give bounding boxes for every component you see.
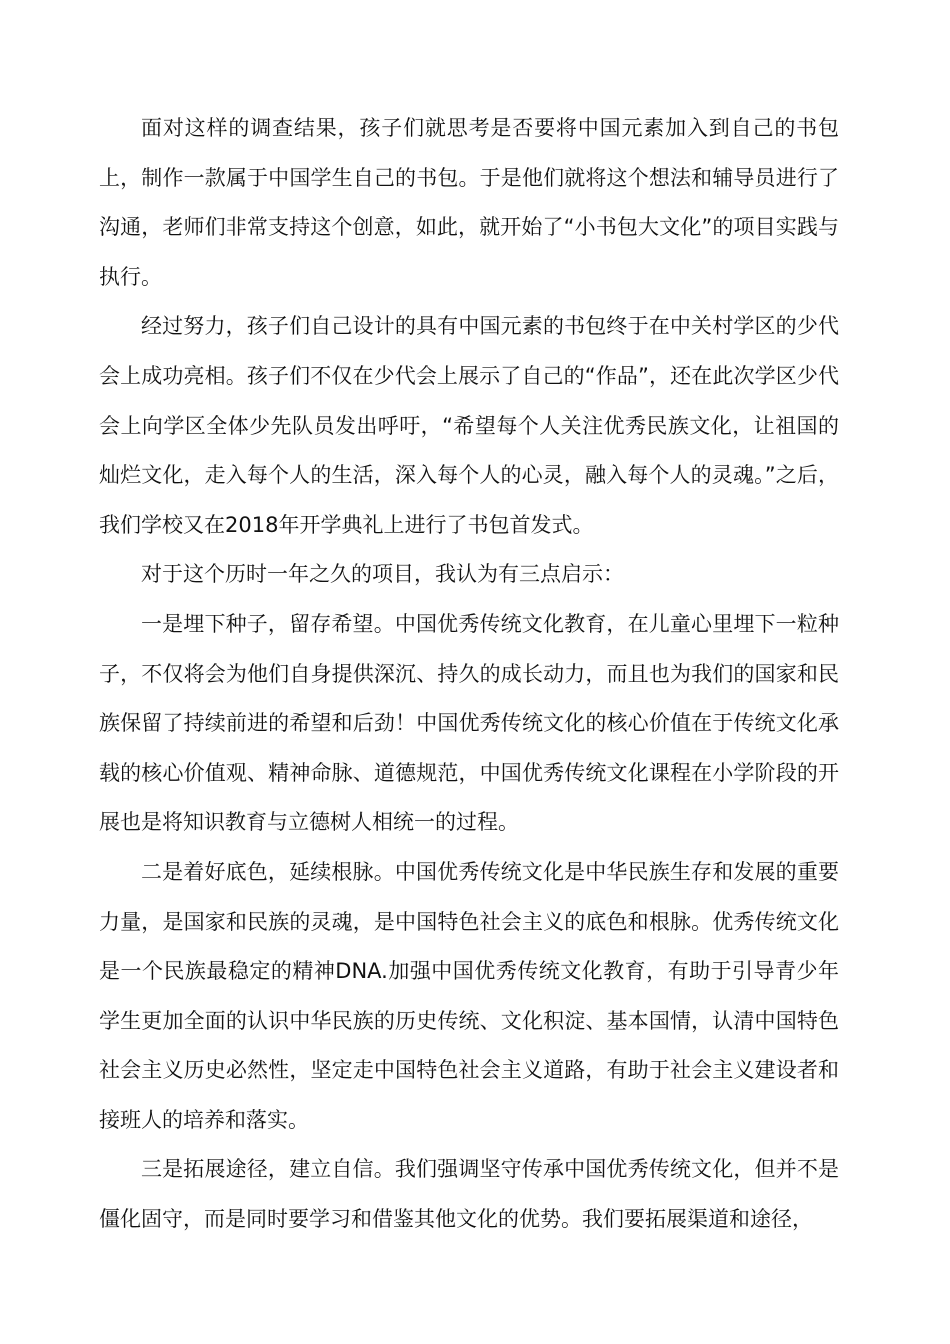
paragraph-backpack-debut: 经过努力，孩子们自己设计的具有中国元素的书包终于在中关村学区的少代会上成功亮相。孩子们不仅在少代会上展示了自己的“作品”，还在此次学区少代会上向学区全体少先队员发出呼吁，“希望每个人关注优秀民族文化，让祖国的灿烂文化，走入每个人的生活，深入每个人的心灵，融入每个人的灵魂。”之后，我们学校又在2018年开学典礼上进行了书包首发式。: [99, 314, 839, 537]
paragraph-survey-results: 面对这样的调查结果，孩子们就思考是否要将中国元素加入到自己的书包上，制作一款属于中国学生自己的书包。于是他们就将这个想法和辅导员进行了沟通，老师们非常支持这个创意，如此，就开始了“小书包大文化”的项目实践与执行。: [99, 116, 839, 289]
paragraph-insight-two: 二是着好底色，延续根脉。中国优秀传统文化是中华民族生存和发展的重要力量，是国家和民族的灵魂，是中国特色社会主义的底色和根脉。优秀传统文化是一个民族最稳定的精神DNA.加强中国优秀传统文化教育，有助于引导青少年学生更加全面的认识中华民族的历史传统、文化积淀、基本国情，认清中国特色社会主义历史必然性，坚定走中国特色社会主义道路，有助于社会主义建设者和接班人的培养和落实。: [99, 859, 839, 1132]
paragraph-insight-one: 一是埋下种子，留存希望。中国优秀传统文化教育，在儿童心里埋下一粒种子，不仅将会为他们自身提供深沉、持久的成长动力，而且也为我们的国家和民族保留了持续前进的希望和后劲！中国优秀传统文化的核心价值在于传统文化承载的核心价值观、精神命脉、道德规范，中国优秀传统文化课程在小学阶段的开展也是将知识教育与立德树人相统一的过程。: [99, 611, 839, 835]
paragraph-insight-three: 三是拓展途径，建立自信。我们强调坚守传承中国优秀传统文化，但并不是僵化固守，而是同时要学习和借鉴其他文化的优势。我们要拓展渠道和途径，: [99, 1157, 839, 1232]
paragraph-three-insights-intro: 对于这个历时一年之久的项目，我认为有三点启示：: [141, 562, 624, 587]
document-body: [99, 104, 839, 1245]
